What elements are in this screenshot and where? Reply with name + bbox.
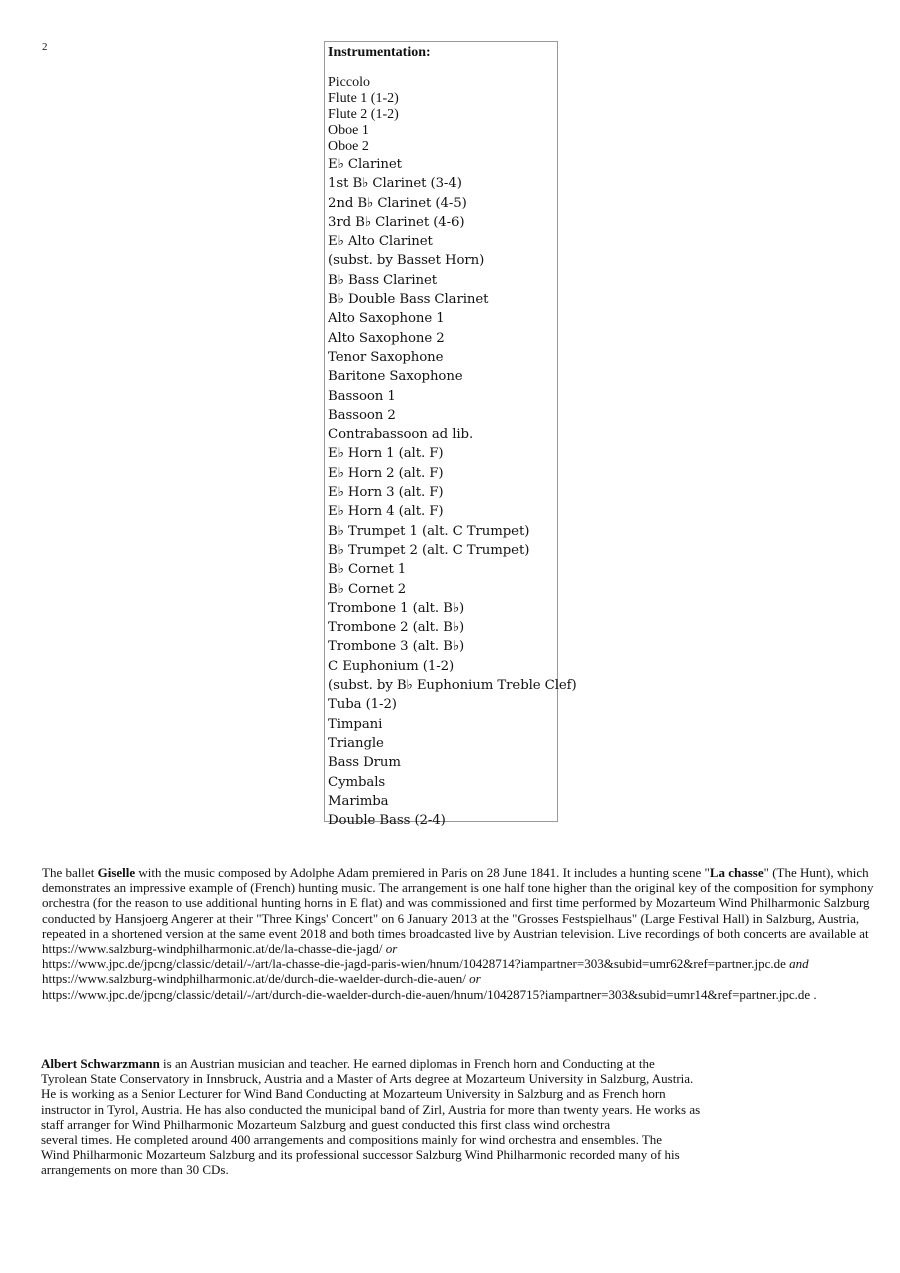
instrument-item: B♭ Trumpet 2 (alt. C Trumpet) <box>328 542 530 558</box>
text-line: conducted by Hansjoerg Angerer at their "Three Kings' Concert" on 6 January 2013 at the "Grosses Festspielhaus" (Large Festival Hall) in Salzburg, Austria, <box>42 910 860 926</box>
biography-paragraph <box>41 1056 701 1178</box>
text-line: Wind Philharmonic Mozarteum Salzburg and its professional successor Salzburg Wind Philharmonic recorded many of his <box>41 1147 680 1163</box>
instrument-item: Alto Saxophone 1 <box>328 311 445 327</box>
instrument-item: E♭ Clarinet <box>328 157 402 172</box>
instrument-list <box>328 155 577 830</box>
instrument-item: Tenor Saxophone <box>328 349 444 365</box>
url-line: https://www.salzburg-windphilharmonic.at/de/la-chasse-die-jagd/ or <box>42 941 398 957</box>
instrument-item: Bass Drum <box>328 755 401 771</box>
instrument-item: Flute 1 (1-2) <box>328 91 399 106</box>
url-line: https://www.jpc.de/jpcng/classic/detail/-/art/la-chasse-die-jagd-paris-wien/hnum/10428714?iampartner=303&subid=umr62&ref=partner.jpc.de and <box>42 956 809 972</box>
text-line: The ballet Giselle with the music composed by Adolphe Adam premiered in Paris on 28 June 1841. It includes a hunting scene "La chasse" (The Hunt), which <box>42 865 869 880</box>
instrument-item: B♭ Double Bass Clarinet <box>328 292 489 308</box>
giselle-paragraph <box>42 865 874 1002</box>
url-link[interactable]: https://www.jpc.de/jpcng/classic/detail/-/art/la-chasse-die-jagd-paris-wien/hnum/10428714?iampartner=303&subid=umr62&ref=partner.jpc.de <box>42 956 790 972</box>
instrument-item: E♭ Horn 1 (alt. F) <box>328 446 444 462</box>
text-line: orchestra (for the reason to use additional hunting horns in E flat) and was commissioned and first time performed by Mozarteum Wind Philharmonic Salzburg <box>42 895 870 911</box>
instrument-item: Timpani <box>328 716 383 732</box>
instrumentation-box <box>324 41 577 829</box>
instrument-item: Bassoon 2 <box>328 407 396 423</box>
text-line: repeated in a shortened version at the same event 2018 and both times broadcasted live by Austrian television. Live recordings of both concerts are available at <box>42 925 869 941</box>
text-line: several times. He completed around 400 arrangements and compositions mainly for wind orchestra and ensembles. The <box>41 1132 663 1148</box>
instrument-item: Triangle <box>328 735 384 751</box>
instrument-item: Oboe 2 <box>328 139 369 154</box>
instrument-item: Piccolo <box>328 75 370 90</box>
instrument-item: Double Bass (2-4) <box>328 813 446 829</box>
url-link[interactable]: https://www.salzburg-windphilharmonic.at/de/la-chasse-die-jagd/ <box>42 941 386 957</box>
instrument-item: 3rd B♭ Clarinet (4-6) <box>328 214 465 230</box>
text-line: instructor in Tyrol, Austria. He has also conducted the municipal band of Zirl, Austria for more than twenty years. He works as <box>41 1101 701 1117</box>
instrument-item: E♭ Horn 2 (alt. F) <box>328 465 444 481</box>
instrument-item: E♭ Horn 3 (alt. F) <box>328 485 444 501</box>
instrument-item: B♭ Cornet 2 <box>328 581 407 597</box>
instrument-item: Baritone Saxophone <box>328 369 463 385</box>
author-name: Albert Schwarzmann <box>41 1056 160 1071</box>
instrument-item: (subst. by B♭ Euphonium Treble Clef) <box>328 678 577 694</box>
instrument-item: Contrabassoon ad lib. <box>328 427 474 443</box>
page-number: 2 <box>42 41 48 53</box>
text-line: Tyrolean State Conservatory in Innsbruck, Austria and a Master of Arts degree at Mozarteum University in Salzburg, Austria. <box>41 1071 694 1087</box>
instrument-item: Bassoon 1 <box>328 388 396 404</box>
instrument-item: B♭ Trumpet 1 (alt. C Trumpet) <box>328 523 530 539</box>
ballet-title: Giselle <box>97 865 136 880</box>
instrument-item: Cymbals <box>328 774 386 790</box>
url-link[interactable]: https://www.salzburg-windphilharmonic.at/de/durch-die-waelder-durch-die-auen/ <box>42 971 470 987</box>
instrument-item: Trombone 1 (alt. B♭) <box>328 600 465 616</box>
instrument-item: 2nd B♭ Clarinet (4-5) <box>328 195 467 211</box>
instrumentation-title: Instrumentation: <box>328 45 431 60</box>
url-line: https://www.salzburg-windphilharmonic.at/de/durch-die-waelder-durch-die-auen/ or <box>42 971 481 987</box>
instrument-item: C Euphonium (1-2) <box>328 658 455 674</box>
instrument-item: 1st B♭ Clarinet (3-4) <box>328 176 462 192</box>
instrument-item: B♭ Bass Clarinet <box>328 272 437 288</box>
text-line: demonstrates an impressive example of (French) hunting music. The arrangement is one half tone higher than the original key of the composition for symphony <box>42 880 874 896</box>
text-line: He is working as a Senior Lecturer for Wind Band Conducting at Mozarteum University in Salzburg and as French horn <box>41 1086 666 1102</box>
instrument-item: Tuba (1-2) <box>328 697 397 713</box>
url-line <box>42 987 862 1002</box>
text-line: staff arranger for Wind Philharmonic Mozarteum Salzburg and guest conducted this first class wind orchestra <box>41 1116 611 1132</box>
instrument-item: B♭ Cornet 1 <box>328 562 407 578</box>
instrument-item: Marimba <box>328 793 389 809</box>
woodwind-list <box>328 75 557 155</box>
text-line: Albert Schwarzmann is an Austrian musician and teacher. He earned diplomas in French horn and Conducting at the <box>41 1056 655 1071</box>
instrument-item: Flute 2 (1-2) <box>328 107 399 122</box>
instrument-item: E♭ Horn 4 (alt. F) <box>328 504 444 520</box>
scene-title: La chasse <box>709 865 764 880</box>
instrument-item: E♭ Alto Clarinet <box>328 234 433 250</box>
instrument-item: Trombone 3 (alt. B♭) <box>328 639 465 655</box>
text-line: arrangements on more than 30 CDs. <box>41 1162 229 1178</box>
instrument-item: Alto Saxophone 2 <box>328 330 445 346</box>
instrument-item: (subst. by Basset Horn) <box>328 253 485 269</box>
instrument-item: Oboe 1 <box>328 123 369 138</box>
url-link[interactable]: https://www.jpc.de/jpcng/classic/detail/-/art/durch-die-waelder-durch-die-auen/hnum/10428715?iampartner=303&subid=umr14&ref=partner.jpc.de . <box>42 986 817 1002</box>
instrument-item: Trombone 2 (alt. B♭) <box>328 620 465 636</box>
